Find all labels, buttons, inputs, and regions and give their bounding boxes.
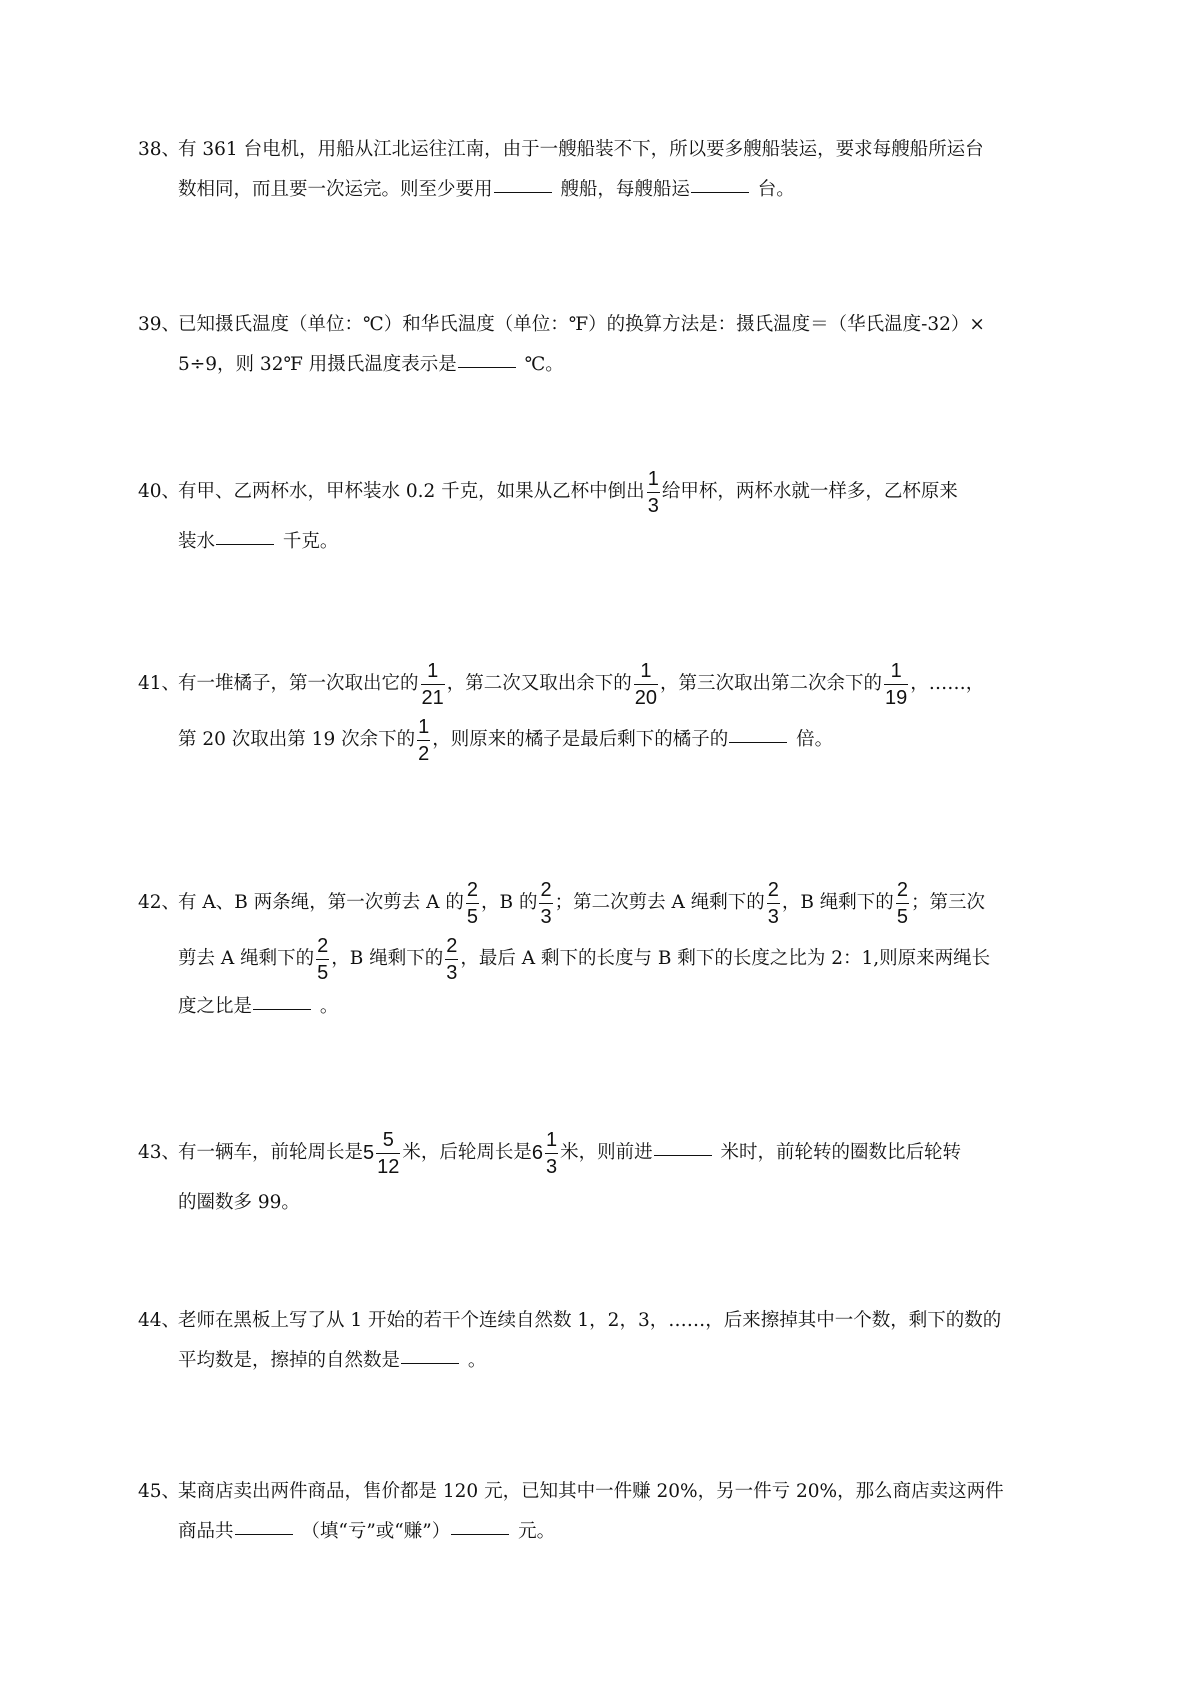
problem-text: 。 <box>314 996 339 1017</box>
problem-line <box>138 1472 1078 1512</box>
problem-number: 44、 <box>138 1310 181 1331</box>
problem-text: 米时，前轮转的圈数比后轮转 <box>714 1142 962 1163</box>
fraction <box>539 880 552 927</box>
problem-text: （填“亏”或“赚”） <box>295 1521 451 1542</box>
fraction <box>634 661 658 708</box>
numerator: 2 <box>896 878 908 901</box>
problem-text: ，B 绳剩下的 <box>781 892 894 913</box>
problem-number: 43、 <box>138 1142 181 1163</box>
answer-blank[interactable] <box>691 192 749 193</box>
problem-text: 有甲、乙两杯水，甲杯装水 0.2 千克，如果从乙杯中倒出 <box>178 481 645 502</box>
denominator: 3 <box>539 903 552 927</box>
denominator: 12 <box>376 1153 400 1177</box>
problem-text: 某商店卖出两件商品，售价都是 120 元，已知其中一件赚 20%，另一件亏 20%，那么商店卖这两件 <box>178 1481 1004 1502</box>
numerator: 1 <box>647 467 659 490</box>
fraction <box>376 1130 400 1177</box>
fraction <box>545 1130 558 1177</box>
answer-blank[interactable] <box>253 1009 311 1010</box>
answer-blank[interactable] <box>401 1363 459 1364</box>
denominator: 19 <box>884 684 908 708</box>
problem-line <box>138 658 1078 710</box>
problem-number: 38、 <box>138 139 181 160</box>
problem-number: 40、 <box>138 481 181 502</box>
problem-text: 第 20 次取出第 19 次余下的 <box>178 729 416 750</box>
denominator: 3 <box>545 1153 558 1177</box>
fraction <box>767 880 780 927</box>
numerator: 1 <box>890 659 902 682</box>
problem-line <box>178 522 1078 562</box>
problem-text: 有 361 台电机，用船从江北运往江南，由于一艘船装不下，所以要多艘船装运，要求每艘船所运台 <box>178 139 984 160</box>
problem-text: 艘船，每艘船运 <box>554 179 690 200</box>
problem-text: ，B 绳剩下的 <box>331 948 444 969</box>
problem-text: ；第三次 <box>910 892 985 913</box>
problem-text: 度之比是 <box>178 996 253 1017</box>
denominator: 5 <box>316 959 329 983</box>
denominator: 3 <box>767 903 780 927</box>
answer-blank[interactable] <box>494 192 552 193</box>
problem-line <box>178 1183 1078 1223</box>
problem-text: ，B 的 <box>480 892 538 913</box>
problem-text: 商品共 <box>178 1521 234 1542</box>
denominator: 5 <box>466 903 479 927</box>
problem-text: 已知摄氏温度（单位：℃）和华氏温度（单位：℉）的换算方法是：摄氏温度＝（华氏温度-32）× <box>178 314 985 335</box>
problem-number: 39、 <box>138 314 181 335</box>
problem-39 <box>138 305 1078 385</box>
problem-text: ，则原来的橘子是最后剩下的橘子的 <box>432 729 729 750</box>
problem-line <box>178 933 1078 985</box>
problem-text: 装水 <box>178 531 216 552</box>
problem-line <box>178 170 1078 210</box>
problem-text: ，第三次取出第二次余下的 <box>660 673 883 694</box>
mixed-number <box>363 1125 402 1181</box>
problem-number: 42、 <box>138 892 181 913</box>
problem-line <box>178 1341 1078 1381</box>
denominator: 20 <box>634 684 658 708</box>
problem-text: ；第二次剪去 A 绳剩下的 <box>554 892 765 913</box>
denominator: 5 <box>896 903 909 927</box>
problem-45 <box>138 1472 1078 1552</box>
answer-blank[interactable] <box>235 1534 293 1535</box>
numerator: 1 <box>418 715 430 738</box>
problem-text: 。 <box>462 1350 487 1371</box>
answer-blank[interactable] <box>458 367 516 368</box>
problem-41 <box>138 658 1078 766</box>
problem-text: 台。 <box>751 179 795 200</box>
problem-42 <box>138 877 1078 1027</box>
fraction <box>445 936 458 983</box>
problem-text: 平均数是，擦掉的自然数是 <box>178 1350 401 1371</box>
denominator: 2 <box>417 740 430 764</box>
numerator: 2 <box>466 878 478 901</box>
mixed-number <box>532 1125 560 1181</box>
denominator: 3 <box>647 492 660 516</box>
problem-text: 5÷9，则 32℉ 用摄氏温度表示是 <box>178 354 457 375</box>
fraction <box>421 661 445 708</box>
numerator: 1 <box>546 1128 558 1151</box>
problem-text: 老师在黑板上写了从 1 开始的若干个连续自然数 1，2，3，……，后来擦掉其中一个数，剩下的数的 <box>178 1310 1002 1331</box>
problem-text: 元。 <box>512 1521 556 1542</box>
denominator: 21 <box>421 684 445 708</box>
problem-line <box>178 714 1078 766</box>
problem-number: 41、 <box>138 673 181 694</box>
problem-line <box>178 345 1078 385</box>
problem-38 <box>138 130 1078 210</box>
numerator: 2 <box>446 934 458 957</box>
problem-text: ，……， <box>910 673 985 694</box>
numerator: 5 <box>382 1128 394 1151</box>
numerator: 1 <box>427 659 439 682</box>
problem-40 <box>138 466 1078 562</box>
problem-text: ，最后 A 剩下的长度与 B 剩下的长度之比为 2：1,则原来两绳长 <box>460 948 991 969</box>
problem-text: 有 A、B 两条绳，第一次剪去 A 的 <box>178 892 464 913</box>
answer-blank[interactable] <box>729 742 787 743</box>
problem-text: 数相同，而且要一次运完。则至少要用 <box>178 179 493 200</box>
problem-text: 剪去 A 绳剩下的 <box>178 948 315 969</box>
problem-44 <box>138 1301 1078 1381</box>
problem-line <box>178 1512 1078 1552</box>
answer-blank[interactable] <box>654 1155 712 1156</box>
numerator: 2 <box>317 934 329 957</box>
problem-43 <box>138 1125 1078 1223</box>
problem-text: 给甲杯，两杯水就一样多，乙杯原来 <box>661 481 958 502</box>
problem-text: 的圈数多 99。 <box>178 1192 300 1213</box>
problem-line <box>178 987 1078 1027</box>
fraction <box>896 880 909 927</box>
problem-text: ，第二次又取出余下的 <box>446 673 632 694</box>
numerator: 1 <box>640 659 652 682</box>
problem-text: 米，则前进 <box>560 1142 653 1163</box>
problem-text: 千克。 <box>277 531 339 552</box>
problem-text: 有一堆橘子，第一次取出它的 <box>178 673 419 694</box>
problem-text: 倍。 <box>790 729 834 750</box>
fraction <box>884 661 908 708</box>
problem-line <box>138 877 1078 929</box>
fraction <box>647 469 660 516</box>
numerator: 2 <box>540 878 552 901</box>
fraction <box>417 717 430 764</box>
answer-blank[interactable] <box>216 544 274 545</box>
fraction <box>316 936 329 983</box>
problem-number: 45、 <box>138 1481 181 1502</box>
whole-part: 5 <box>363 1142 375 1164</box>
problem-text: ℃。 <box>518 354 564 375</box>
problem-text: 有一辆车，前轮周长是 <box>178 1142 364 1163</box>
numerator: 2 <box>767 878 779 901</box>
problem-line <box>138 130 1078 170</box>
problem-line <box>138 305 1078 345</box>
problem-line <box>138 466 1078 518</box>
answer-blank[interactable] <box>451 1534 509 1535</box>
denominator: 3 <box>445 959 458 983</box>
problem-text: 米，后轮周长是 <box>402 1142 532 1163</box>
problem-line <box>138 1125 1078 1181</box>
whole-part: 6 <box>531 1142 544 1164</box>
problem-line <box>138 1301 1078 1341</box>
fraction <box>466 880 479 927</box>
